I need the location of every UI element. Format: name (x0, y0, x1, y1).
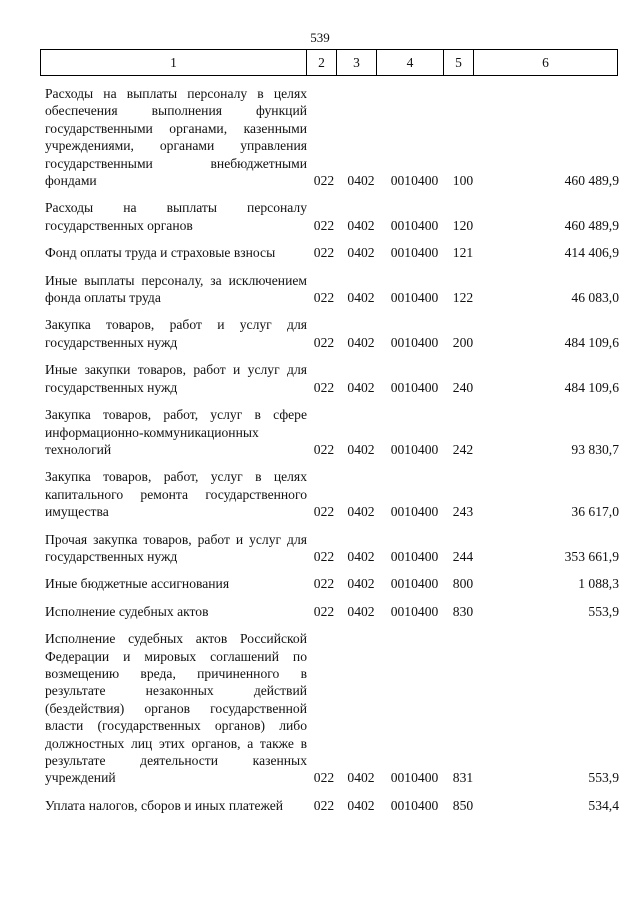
table-row (45, 603, 625, 620)
row-expense-type: 242 (452, 441, 474, 457)
row-code: 022 (313, 603, 335, 619)
row-target-article: 0010400 (390, 504, 439, 520)
row-target-article: 0010400 (390, 576, 439, 592)
row-description: Исполнение судебных актов Российской Федерации и мировых соглашений по возмещению вреда, причиненного в результате незаконных действий (бездействия) органов государственной власти (государственных органов) либо должностных лиц этих органов, а также в результате деятельности казенных учреждений (45, 631, 307, 786)
row-target-article: 0010400 (390, 441, 439, 457)
row-target-article: 0010400 (390, 217, 439, 233)
row-target-article: 0010400 (390, 770, 439, 786)
row-section: 0402 (347, 290, 375, 306)
row-section: 0402 (347, 504, 375, 520)
table-row (45, 797, 625, 814)
row-code: 022 (313, 334, 335, 350)
row-description: Исполнение судебных актов (45, 603, 209, 619)
row-section: 0402 (347, 173, 375, 189)
row-section: 0402 (347, 576, 375, 592)
table-row (45, 85, 625, 189)
row-description: Иные бюджетные ассигнования (45, 576, 230, 592)
header-col-3: 3 (337, 50, 377, 75)
row-code: 022 (313, 548, 335, 564)
row-code: 022 (313, 173, 335, 189)
row-description: Расходы на выплаты персоналу в целях обеспечения выполнения функций государственными органами, казенными учреждениями, органами управления государственными внебюджетными фондами (45, 86, 307, 189)
row-amount: 46 083,0 (571, 290, 619, 306)
row-target-article: 0010400 (390, 245, 439, 261)
row-target-article: 0010400 (390, 290, 439, 306)
row-description: Уплата налогов, сборов и иных платежей (45, 797, 284, 813)
table-row (45, 316, 625, 351)
row-expense-type: 850 (452, 797, 474, 813)
table-row (45, 272, 625, 307)
row-section: 0402 (347, 379, 375, 395)
row-description: Иные выплаты персоналу, за исключением фонда оплаты труда (45, 272, 307, 306)
row-expense-type: 122 (452, 290, 474, 306)
row-code: 022 (313, 441, 335, 457)
row-target-article: 0010400 (390, 603, 439, 619)
row-description: Прочая закупка товаров, работ и услуг для государственных нужд (45, 531, 307, 564)
table-row (45, 575, 625, 592)
row-section: 0402 (347, 245, 375, 261)
row-expense-type: 200 (452, 334, 474, 350)
row-expense-type: 244 (452, 548, 474, 564)
row-expense-type: 121 (452, 245, 474, 261)
table-row (45, 630, 625, 787)
row-amount: 1 088,3 (578, 576, 619, 592)
page-number: 539 (310, 30, 330, 45)
table-row (45, 406, 625, 458)
row-target-article: 0010400 (390, 173, 439, 189)
row-amount: 484 109,6 (564, 334, 619, 350)
header-col-1: 1 (41, 50, 307, 75)
row-expense-type: 100 (452, 173, 474, 189)
row-amount: 534,4 (588, 797, 619, 813)
table-row (45, 531, 625, 566)
row-section: 0402 (347, 334, 375, 350)
row-expense-type: 240 (452, 379, 474, 395)
row-code: 022 (313, 290, 335, 306)
row-section: 0402 (347, 548, 375, 564)
row-amount: 553,9 (588, 603, 619, 619)
row-amount: 460 489,9 (564, 217, 619, 233)
row-expense-type: 831 (452, 770, 474, 786)
row-expense-type: 800 (452, 576, 474, 592)
table-header (40, 49, 618, 76)
row-description: Закупка товаров, работ, услуг в целях капитального ремонта государственного имущества (45, 469, 307, 520)
row-code: 022 (313, 217, 335, 233)
row-section: 0402 (347, 797, 375, 813)
row-amount: 353 661,9 (564, 548, 619, 564)
header-col-2: 2 (307, 50, 337, 75)
row-amount: 93 830,7 (571, 441, 619, 457)
row-section: 0402 (347, 603, 375, 619)
row-code: 022 (313, 504, 335, 520)
row-description: Иные закупки товаров, работ и услуг для государственных нужд (45, 362, 307, 395)
row-amount: 36 617,0 (571, 504, 619, 520)
table-row (45, 244, 625, 261)
row-target-article: 0010400 (390, 379, 439, 395)
row-code: 022 (313, 770, 335, 786)
row-amount: 553,9 (588, 770, 619, 786)
row-target-article: 0010400 (390, 548, 439, 564)
row-expense-type: 243 (452, 504, 474, 520)
table-row (45, 468, 625, 520)
row-amount: 460 489,9 (564, 173, 619, 189)
row-target-article: 0010400 (390, 334, 439, 350)
row-section: 0402 (347, 770, 375, 786)
row-description: Закупка товаров, работ и услуг для государственных нужд (45, 317, 307, 350)
row-amount: 414 406,9 (564, 245, 619, 261)
row-code: 022 (313, 797, 335, 813)
row-code: 022 (313, 245, 335, 261)
header-col-4: 4 (377, 50, 444, 75)
row-section: 0402 (347, 441, 375, 457)
row-expense-type: 120 (452, 217, 474, 233)
row-description: Закупка товаров, работ, услуг в сфере информационно-коммуникационных технологий (45, 407, 307, 457)
row-description: Расходы на выплаты персоналу государственных органов (45, 200, 307, 233)
header-col-6: 6 (542, 54, 549, 70)
row-code: 022 (313, 379, 335, 395)
row-amount: 484 109,6 (564, 379, 619, 395)
budget-table-body (45, 85, 625, 824)
row-expense-type: 830 (452, 603, 474, 619)
row-description: Фонд оплаты труда и страховые взносы (45, 245, 276, 261)
table-row (45, 361, 625, 396)
row-code: 022 (313, 576, 335, 592)
row-section: 0402 (347, 217, 375, 233)
table-row (45, 199, 625, 234)
header-col-5: 5 (444, 50, 474, 75)
row-target-article: 0010400 (390, 797, 439, 813)
